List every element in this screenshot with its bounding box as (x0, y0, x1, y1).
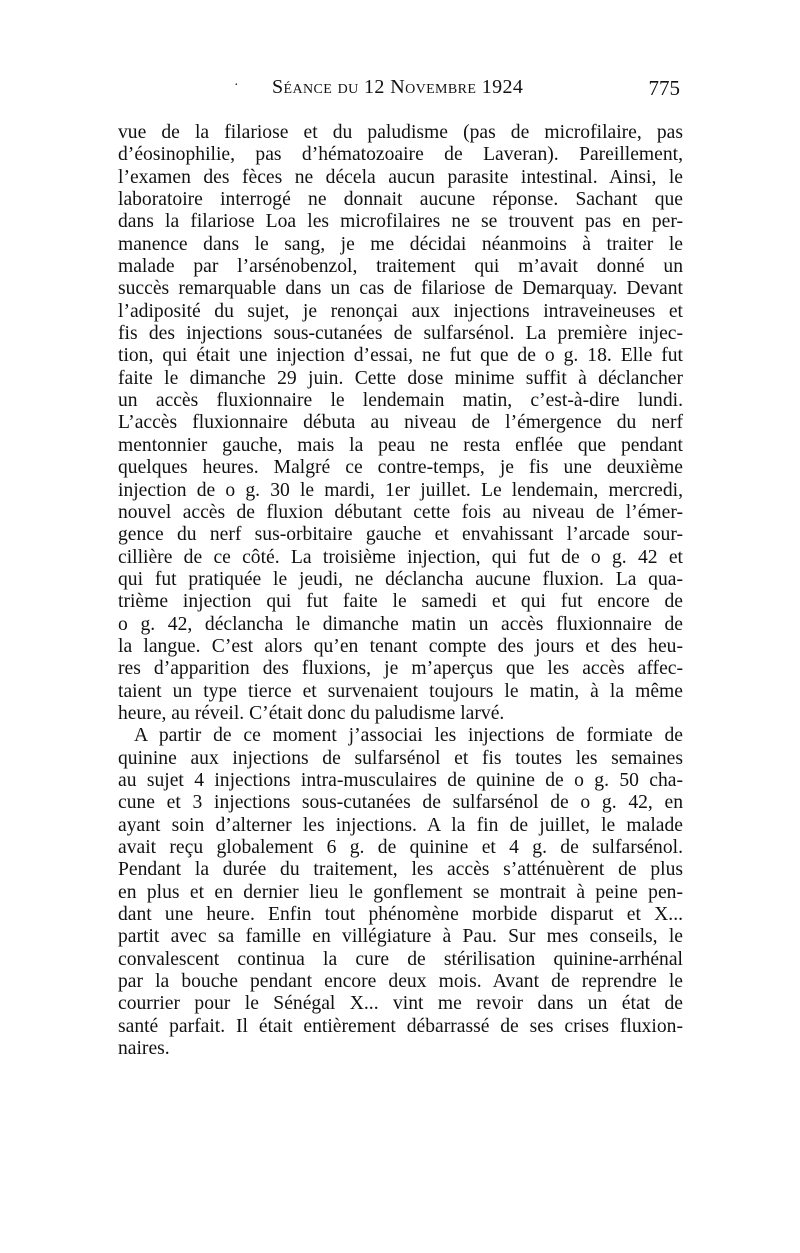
text-line: laboratoire interrogé ne donnait aucune réponse. Sachant que (118, 189, 683, 211)
running-header (118, 76, 680, 106)
text-line: naires. (118, 1038, 170, 1060)
text-line: malade par l’arsénobenzol, traitement qui m’avait donné un (118, 256, 683, 278)
text-line: L’accès fluxionnaire débuta au niveau de l’émergence du nerf (118, 412, 683, 434)
text-line: avait reçu globalement 6 g. de quinine et 4 g. de sulfarsénol. (118, 837, 683, 858)
text-line: courrier pour le Sénégal X... vint me revoir dans un état de (118, 993, 683, 1015)
text-line: Pendant la durée du traitement, les accès s’atténuèrent de plus (118, 859, 683, 881)
text-line: mentonnier gauche, mais la peau ne resta enflée que pendant (118, 434, 683, 456)
text-line: faite le dimanche 29 juin. Cette dose minime suffit à déclancher (118, 367, 683, 389)
text-line: vue de la filariose et du paludisme (pas de microfilaire, pas (118, 122, 683, 143)
page-number: 775 (648, 76, 680, 100)
text-line: un accès fluxionnaire le lendemain matin, c’est-à-dire lundi. (118, 390, 683, 412)
text-line: res d’apparition des fluxions, je m’aperçus que les accès affec- (118, 658, 683, 680)
text-line: convalescent continua la cure de stérilisation quinine-arrhénal (118, 948, 683, 970)
text-line: gence du nerf sus-orbitaire gauche et envahissant l’arcade sour- (118, 524, 683, 546)
header-mark: · (234, 78, 239, 93)
text-line: l’examen des fèces ne décela aucun parasite intestinal. Ainsi, le (118, 166, 683, 188)
text-line: heure, au réveil. C’était donc du paludisme larvé. (118, 702, 505, 724)
text-line: ayant soin d’alterner les injections. A la fin de juillet, le malade (118, 814, 683, 836)
text-line: quelques heures. Malgré ce contre-temps, je fis une deuxième (118, 457, 683, 479)
body-text (118, 122, 683, 1060)
text-line: la langue. C’est alors qu’en tenant compte des jours et des heu- (118, 635, 683, 657)
text-line: partit avec sa famille en villégiature à Pau. Sur mes conseils, le (118, 926, 683, 948)
text-line: trième injection qui fut faite le samedi et qui fut encore de (118, 591, 683, 613)
text-line: au sujet 4 injections intra-musculaires de quinine de o g. 50 cha- (118, 769, 683, 791)
text-line: fis des injections sous-cutanées de sulfarsénol. La première injec- (118, 323, 683, 345)
text-line: en plus et en dernier lieu le gonflement se montrait à peine pen- (118, 881, 683, 903)
title-part-1: Séance du (272, 76, 365, 98)
title-part-2: Novembre (384, 76, 482, 98)
text-line: o g. 42, déclancha le dimanche matin un accès fluxionnaire de (118, 613, 683, 635)
text-line: l’adiposité du sujet, je renonçai aux injections intraveineuses et (118, 300, 683, 322)
title-number: 12 (364, 76, 385, 98)
text-line: dant une heure. Enfin tout phénomène morbide disparut et X... (118, 904, 683, 926)
text-line: nouvel accès de fluxion débutant cette fois au niveau de l’émer- (118, 501, 683, 523)
text-line: santé parfait. Il était entièrement débarrassé de ses crises fluxion- (118, 1015, 683, 1037)
text-line: manence dans le sang, je me décidai néanmoins à traiter le (118, 233, 683, 255)
text-line: dans la filariose Loa les microfilaires ne se trouvent pas en per- (118, 211, 683, 233)
text-line: A partir de ce moment j’associai les injections de formiate de (134, 725, 683, 747)
title-year: 1924 (481, 76, 524, 98)
text-line: injection de o g. 30 le mardi, 1er juillet. Le lendemain, mercredi, (118, 479, 683, 501)
text-line: par la bouche pendant encore deux mois. Avant de reprendre le (118, 971, 683, 993)
text-line: quinine aux injections de sulfarsénol et fis toutes les semaines (118, 747, 683, 769)
text-line: qui fut pratiquée le jeudi, ne déclancha aucune fluxion. La qua- (118, 568, 683, 590)
text-line: cillière de ce côté. La troisième injection, qui fut de o g. 42 et (118, 546, 683, 568)
running-title (272, 76, 523, 99)
text-line: cune et 3 injections sous-cutanées de sulfarsénol de o g. 42, en (118, 792, 683, 814)
text-line: d’éosinophilie, pas d’hématozoaire de Laveran). Pareillement, (118, 144, 683, 166)
text-line: succès remarquable dans un cas de filariose de Demarquay. Devant (118, 278, 683, 300)
text-line: tion, qui était une injection d’essai, ne fut que de o g. 18. Elle fut (118, 345, 683, 367)
text-line: taient un type tierce et survenaient toujours le matin, à la même (118, 680, 683, 702)
